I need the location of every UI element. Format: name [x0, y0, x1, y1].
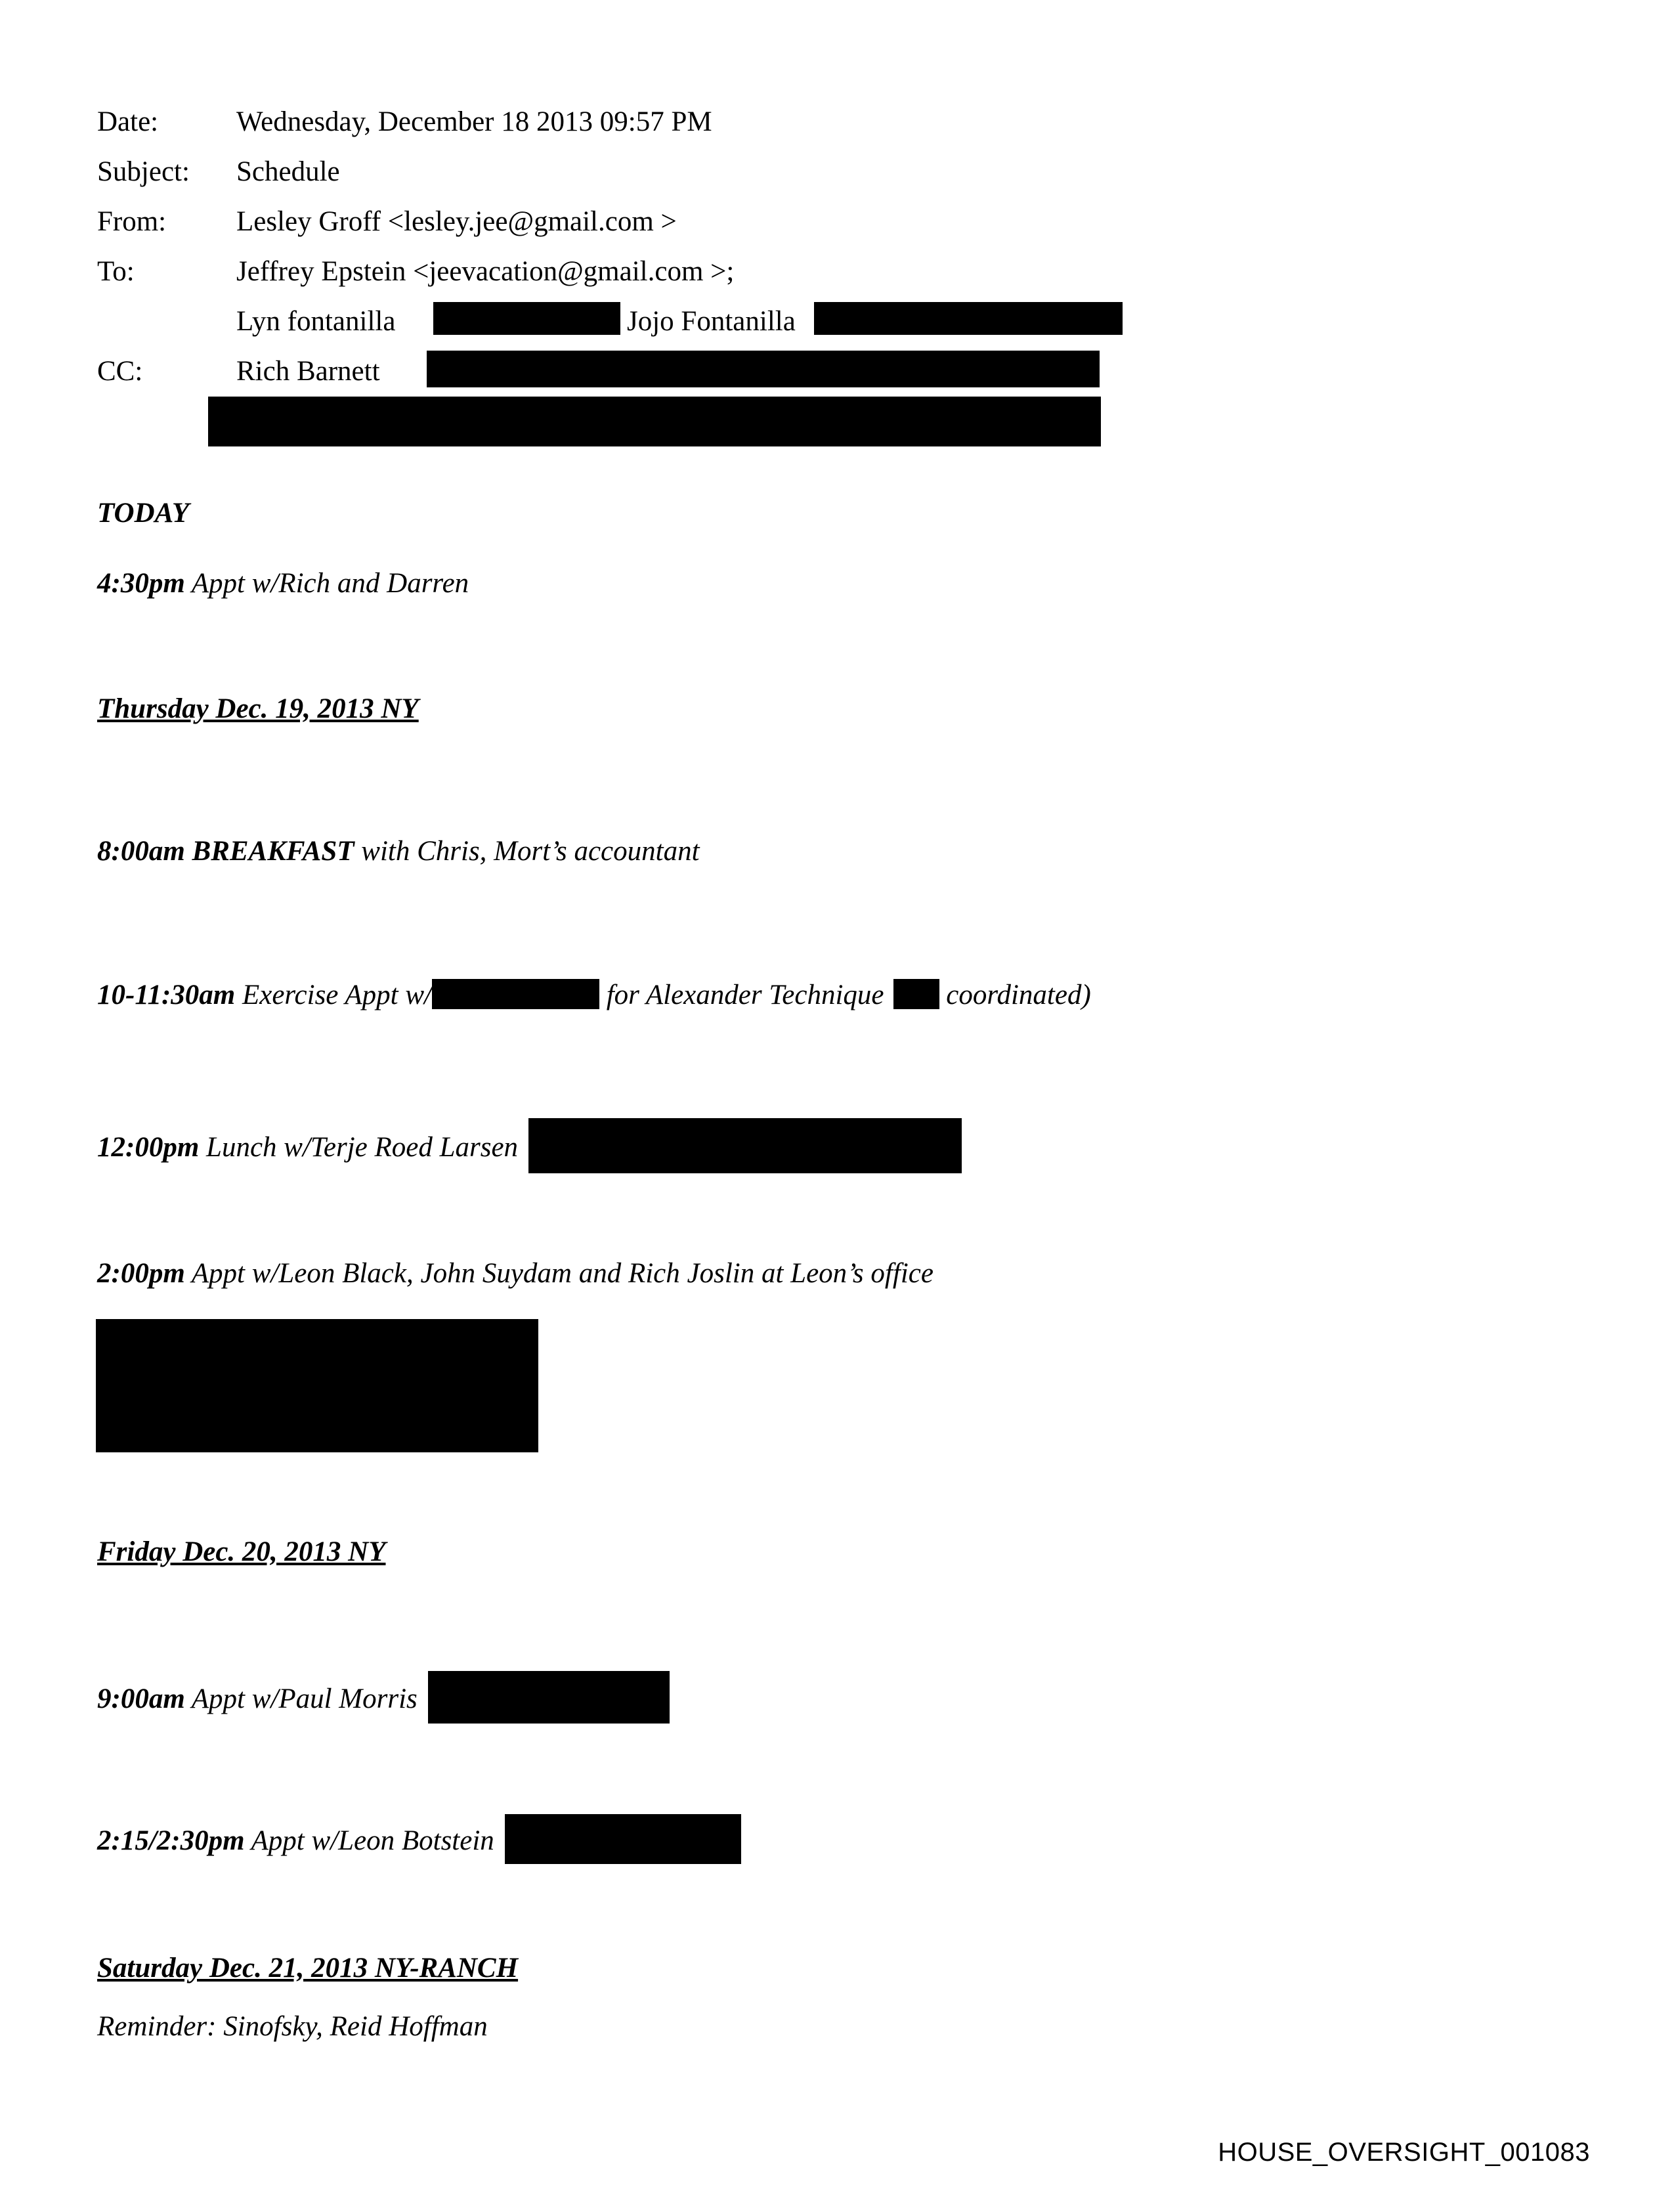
entry-text: with Chris, Mort’s accountant — [354, 836, 700, 867]
heading-today: TODAY — [97, 498, 190, 529]
entry-time: 9:00am — [97, 1683, 185, 1714]
header-row-to — [97, 247, 1574, 297]
cc-line-3 — [236, 397, 1569, 446]
heading-saturday: Saturday Dec. 21, 2013 NY-RANCH — [97, 1953, 519, 1984]
redaction-bar — [428, 1671, 670, 1724]
redaction-bar — [505, 1814, 741, 1864]
redaction-bar — [528, 1118, 962, 1173]
entry-text: coordinated) — [939, 980, 1091, 1010]
redaction-bar — [427, 351, 1100, 387]
redaction-block — [96, 1319, 538, 1452]
header-label-date: Date: — [97, 106, 159, 137]
entry-text: Lunch w/Terje Roed Larsen — [199, 1132, 519, 1163]
heading-thursday: Thursday Dec. 19, 2013 NY — [97, 693, 419, 724]
header-row-subject — [97, 147, 1574, 197]
cc-name-jojo-fontanilla: Jojo Fontanilla — [627, 306, 796, 337]
entry-time: 10-11:30am — [97, 980, 236, 1010]
redaction-bar — [208, 397, 1101, 446]
header-value-cc — [236, 297, 1569, 446]
header-value-date: Wednesday, December 18 2013 09:57 PM — [236, 106, 712, 137]
header-row-from — [97, 197, 1574, 247]
bates-number: HOUSE_OVERSIGHT_001083 — [1218, 2138, 1590, 2167]
entry-thursday-exercise — [97, 979, 1091, 1009]
entry-time: 4:30pm — [97, 568, 185, 599]
entry-thursday-lunch — [97, 1118, 962, 1173]
entry-friday-paul-morris — [97, 1671, 670, 1724]
entry-time: 12:00pm — [97, 1132, 200, 1163]
cc-name-rich-barnett: Rich Barnett — [236, 356, 380, 387]
header-label-from: From: — [97, 206, 167, 237]
entry-text: Reminder: Sinofsky, Reid Hoffman — [97, 2011, 488, 2042]
redaction-bar — [433, 302, 620, 335]
entry-saturday-reminder — [97, 2012, 488, 2041]
redaction-bar — [814, 302, 1123, 335]
header-value-from: Lesley Groff <lesley.jee@gmail.com > — [236, 206, 677, 237]
heading-friday: Friday Dec. 20, 2013 NY — [97, 1536, 386, 1567]
cc-name-lyn-fontanilla: Lyn fontanilla — [236, 306, 396, 337]
entry-text: Appt w/Leon Black, John Suydam and Rich Joslin at Leon’s office — [184, 1258, 934, 1289]
cc-line-1 — [236, 297, 1569, 347]
cc-line-2 — [236, 347, 1569, 397]
header-row-cc — [97, 297, 1574, 446]
header-label-cc: CC: — [97, 356, 143, 387]
entry-thursday-breakfast — [97, 837, 700, 865]
entry-friday-leon-botstein — [97, 1814, 741, 1864]
entry-text: for Alexander Technique — [599, 980, 884, 1010]
entry-time: 2:00pm — [97, 1258, 185, 1289]
entry-text: Appt w/Rich and Darren — [184, 568, 469, 599]
redaction-bar — [432, 979, 599, 1009]
entry-today-430pm — [97, 569, 469, 597]
header-label-to: To: — [97, 256, 135, 287]
entry-text: Appt w/Paul Morris — [184, 1683, 418, 1714]
header-value-subject: Schedule — [236, 156, 340, 187]
redaction-bar — [893, 979, 939, 1009]
header-row-date — [97, 97, 1574, 147]
email-header — [97, 97, 1574, 446]
entry-thursday-leon-black — [97, 1259, 934, 1288]
header-label-subject: Subject: — [97, 156, 190, 187]
entry-time: 8:00am BREAKFAST — [97, 836, 354, 867]
entry-text: Exercise Appt w/ — [235, 980, 432, 1010]
entry-time: 2:15/2:30pm — [97, 1825, 245, 1856]
entry-text: Appt w/Leon Botstein — [244, 1825, 494, 1856]
header-value-to: Jeffrey Epstein <jeevacation@gmail.com >; — [236, 256, 735, 287]
